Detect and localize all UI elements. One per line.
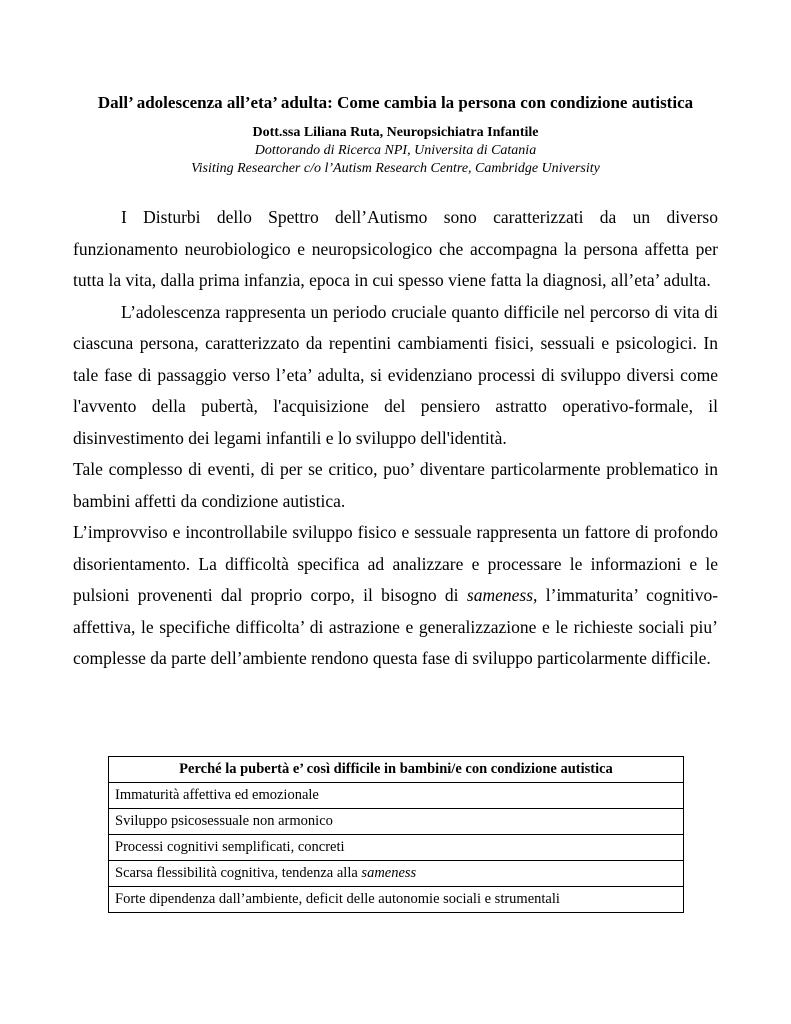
table-cell-sameness: sameness [361,865,417,881]
table-row [109,809,684,835]
author-affiliation-1: Dottorando di Ricerca NPI, Universita di Catania [254,143,537,158]
table-cell [109,861,684,887]
table-cell: Forte dipendenza dall’ambiente, deficit delle autonomie sociali e strumentali [109,887,684,913]
table-row [109,835,684,861]
table-cell: Processi cognitivi semplificati, concreti [109,835,684,861]
table-header: Perché la pubertà e’ così difficile in bambini/e con condizione autistica [109,757,684,783]
paragraph-3: Tale complesso di eventi, di per se critico, puo’ diventare particolarmente problematico in bambini affetti da condizione autistica. [73,459,718,511]
body-text [73,202,718,675]
table-row [109,861,684,887]
table-cell: Immaturità affettiva ed emozionale [109,783,684,809]
table-header-row [109,757,684,783]
paragraph-1: I Disturbi dello Spettro dell’Autismo sono caratterizzati da un diverso funzionamento neurobiologico e neuropsicologico che accompagna la persona affetta per tutta la vita, dalla prima infanzia, epoca in cui spesso viene fatta la diagnosi, all’eta’ adulta. [73,207,718,290]
table-cell: Sviluppo psicosessuale non armonico [109,809,684,835]
author-name: Dott.ssa Liliana Ruta, Neuropsichiatra Infantile [252,125,539,140]
paragraph-4-text-b: l’immaturita’ cognitivo-affettiva, le specifiche difficolta’ di astrazione e generalizzazione e le richieste sociali piu’ complesse da parte dell’ambiente rendono questa fase di sviluppo particolarmente difficile. [73,585,719,668]
table-row [109,783,684,809]
puberty-table [108,756,684,913]
author-affiliation-2: Visiting Researcher c/o l’Autism Research Centre, Cambridge University [191,161,600,176]
paragraph-4-text-a: L’improvviso e incontrollabile sviluppo fisico e sessuale rappresenta un fattore di profondo disorientamento. La difficoltà specifica ad analizzare e processare le informazioni e le pulsioni provenenti dal proprio corpo, il bisogno di [73,522,718,605]
document-title: Dall’ adolescenza all’eta’ adulta: Come cambia la persona con condizione autistica [97,93,694,112]
paragraph-4 [73,517,718,675]
paragraph-4-sameness: sameness, [466,585,538,605]
table-row [109,887,684,913]
paragraph-2: L’adolescenza rappresenta un periodo cruciale quanto difficile nel percorso di vita di ciascuna persona, caratterizzato da repentini cambiamenti fisici, sessuali e psicologici. In tale fase di passaggio verso l’eta’ adulta, si evidenziano processi di sviluppo diversi come l'avvento della pubertà, l'acquisizione del pensiero astratto operativo-formale, il disinvestimento dei legami infantili e lo sviluppo dell'identità. [73,301,718,448]
table-cell-text: Scarsa flessibilità cognitiva, tendenza alla [115,865,358,881]
